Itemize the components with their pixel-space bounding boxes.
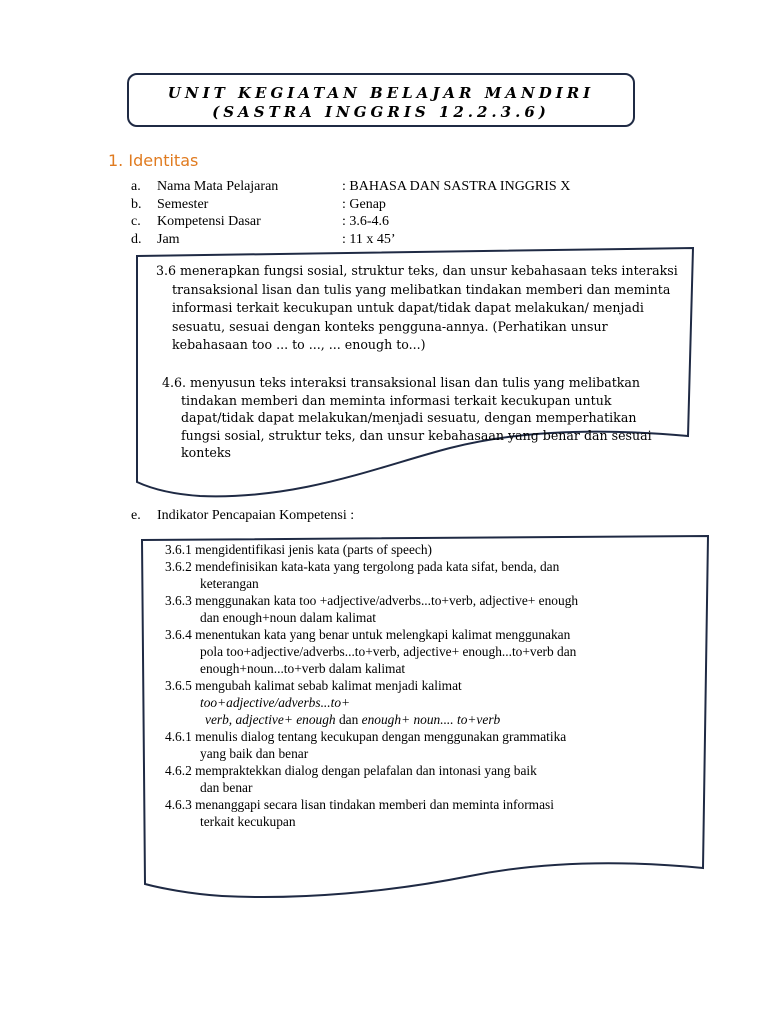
kd-line: dapat/tidak dapat melakukan/menjadi sesuatu, dengan memperhatikan xyxy=(181,410,637,425)
indikator-text: yang baik dan benar xyxy=(200,746,309,761)
indikator-text: 3.6.4 menentukan kata yang benar untuk melengkapi kalimat menggunakan xyxy=(165,627,571,642)
indikator-item: 3.6.1 mengidentifikasi jenis kata (parts of speech) xyxy=(165,542,432,557)
indikator-item xyxy=(165,762,705,796)
section-heading-identitas: 1. Identitas xyxy=(108,151,199,170)
row-label: Jam xyxy=(157,231,180,247)
kd-line: sesuatu, sesuai dengan konteks pengguna-annya. (Perhatikan unsur xyxy=(172,318,608,334)
identitas-list xyxy=(131,178,570,248)
indikator-text: terkait kecukupan xyxy=(200,814,296,829)
title-box xyxy=(127,73,635,127)
kd-4-6-paragraph xyxy=(162,374,692,462)
row-label: Kompetensi Dasar xyxy=(157,214,261,229)
row-letter: b. xyxy=(131,196,142,212)
identitas-row xyxy=(131,231,570,249)
row-label: Semester xyxy=(157,196,209,212)
indikator-text: pola too+adjective/adverbs...to+verb, adjective+ enough...to+verb dan xyxy=(200,644,577,659)
indikator-text xyxy=(165,694,705,711)
italic-pattern: too+adjective/adverbs...to+ xyxy=(200,695,351,710)
row-letter: a. xyxy=(131,179,141,194)
italic-pattern: enough+ noun.... to+verb xyxy=(361,712,501,727)
indikator-item xyxy=(165,677,705,728)
identitas-row xyxy=(131,196,570,214)
row-value: : 11 x 45’ xyxy=(342,231,396,247)
indikator-text: 4.6.2 mempraktekkan dialog dengan pelafalan dan intonasi yang baik xyxy=(165,763,537,778)
indikator-title: Indikator Pencapaian Kompetensi : xyxy=(157,508,355,523)
indikator-list xyxy=(165,541,705,830)
row-label: Nama Mata Pelajaran xyxy=(157,179,279,194)
indikator-item xyxy=(165,558,705,592)
indikator-text: keterangan xyxy=(200,576,259,591)
indikator-item xyxy=(165,626,705,677)
indikator-item xyxy=(165,592,705,626)
row-letter: c. xyxy=(131,214,141,229)
indikator-text: enough+noun...to+verb dalam kalimat xyxy=(200,661,406,676)
title-line-2: (SASTRA INGGRIS 12.2.3.6) xyxy=(212,103,550,121)
kd-line: 4.6. menyusun teks interaksi transaksional lisan dan tulis yang melibatkan xyxy=(162,375,641,390)
indikator-text: 3.6.3 menggunakan kata too +adjective/adverbs...to+verb, adjective+ enough xyxy=(165,593,579,608)
kd-line: transaksional lisan dan tulis yang melibatkan tindakan memberi dan meminta xyxy=(172,281,671,297)
indikator-heading xyxy=(131,508,354,524)
indikator-text: 3.6.2 mendefinisikan kata-kata yang tergolong pada kata sifat, benda, dan xyxy=(165,559,560,574)
indikator-text: 4.6.3 menanggapi secara lisan tindakan memberi dan meminta informasi xyxy=(165,797,554,812)
kd-3-6-paragraph xyxy=(156,262,706,355)
indikator-item xyxy=(165,728,705,762)
connector-text: dan xyxy=(335,712,362,727)
identitas-row xyxy=(131,178,570,196)
kd-line: kebahasaan too ... to ..., ... enough to...) xyxy=(172,337,426,352)
title-line-1: UNIT KEGIATAN BELAJAR MANDIRI xyxy=(167,84,595,102)
row-value: : Genap xyxy=(342,196,386,212)
row-letter: d. xyxy=(131,231,142,247)
kd-line: 3.6 menerapkan fungsi sosial, struktur teks, dan unsur kebahasaan teks interaksi xyxy=(156,263,678,278)
kd-line: konteks xyxy=(181,445,231,460)
kd-line: informasi terkait kecukupan untuk dapat/tidak dapat melakukan/ menjadi xyxy=(172,300,644,315)
indikator-letter: e. xyxy=(131,508,141,523)
indikator-text: dan benar xyxy=(200,780,253,795)
italic-pattern: verb, adjective+ enough xyxy=(205,712,336,727)
kd-line: fungsi sosial, struktur teks, dan unsur kebahasaan yang benar dan sesuai xyxy=(181,427,652,443)
identitas-row xyxy=(131,213,570,231)
indikator-text xyxy=(165,711,705,728)
kd-line: tindakan memberi dan meminta informasi terkait kecukupan untuk xyxy=(181,392,612,408)
indikator-text: 4.6.1 menulis dialog tentang kecukupan dengan menggunakan grammatika xyxy=(165,729,567,744)
row-value: : 3.6-4.6 xyxy=(342,214,390,229)
indikator-item xyxy=(165,796,705,830)
row-value: : BAHASA DAN SASTRA INGGRIS X xyxy=(342,179,571,194)
indikator-text: 3.6.5 mengubah kalimat sebab kalimat menjadi kalimat xyxy=(165,678,462,693)
indikator-text: dan enough+noun dalam kalimat xyxy=(200,610,377,625)
